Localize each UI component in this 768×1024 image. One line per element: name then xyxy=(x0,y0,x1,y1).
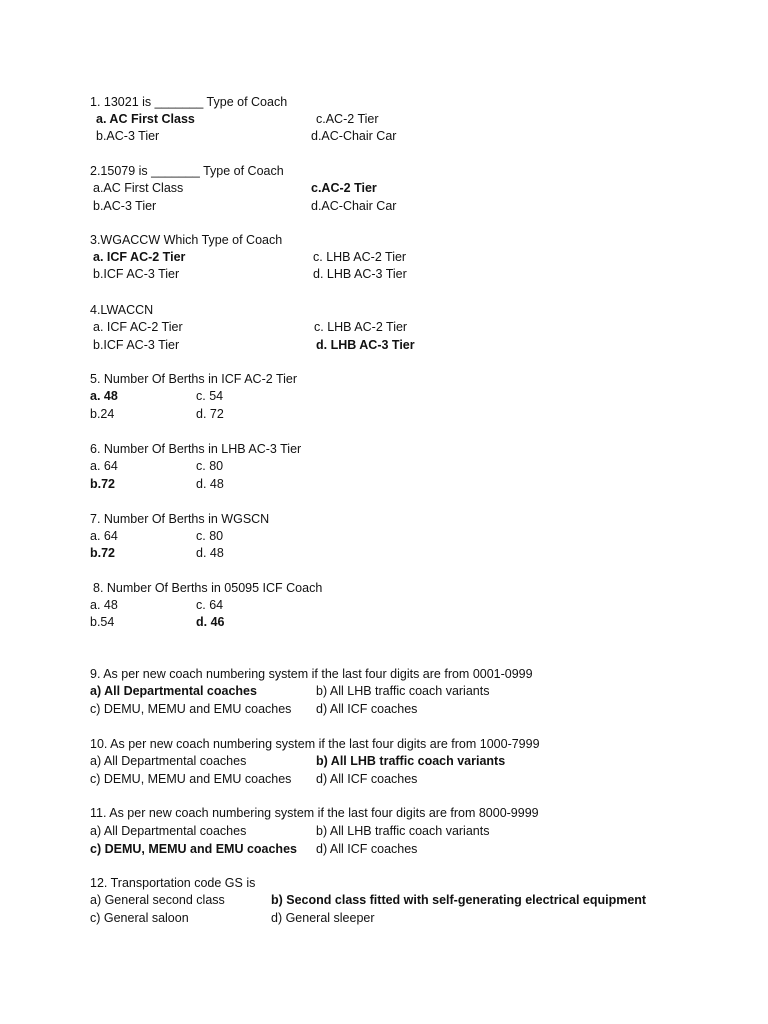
question-5-option-d: d. 72 xyxy=(196,407,224,421)
question-10-option-d: d) All ICF coaches xyxy=(316,772,418,786)
question-6-option-d: d. 48 xyxy=(196,477,224,491)
question-2-option-a: a.AC First Class xyxy=(93,181,184,195)
question-3-option-c: c. LHB AC-2 Tier xyxy=(313,250,407,264)
question-11-option-b: b) All LHB traffic coach variants xyxy=(316,824,490,838)
question-3-text: 3.WGACCW Which Type of Coach xyxy=(90,233,283,247)
question-2-option-c: c.AC-2 Tier xyxy=(311,181,377,195)
question-7-option-c: c. 80 xyxy=(196,529,224,543)
question-12-option-a: a) General second class xyxy=(90,893,225,907)
question-9-option-b: b) All LHB traffic coach variants xyxy=(316,684,490,698)
question-6-option-c: c. 80 xyxy=(196,459,224,473)
question-11-option-a: a) All Departmental coaches xyxy=(90,824,247,838)
question-4-option-c: c. LHB AC-2 Tier xyxy=(314,320,408,334)
question-10-text: 10. As per new coach numbering system if the last four digits are from 1000-7999 xyxy=(90,737,540,751)
question-8-text: 8. Number Of Berths in 05095 ICF Coach xyxy=(93,581,323,595)
question-8-option-d: d. 46 xyxy=(196,615,225,629)
question-6-option-b: b.72 xyxy=(90,477,116,491)
question-11-option-c: c) DEMU, MEMU and EMU coaches xyxy=(90,842,297,856)
question-8-option-b: b.54 xyxy=(90,615,115,629)
question-12-option-b: b) Second class fitted with self-generating electrical equipment xyxy=(271,893,647,907)
question-6-text: 6. Number Of Berths in LHB AC-3 Tier xyxy=(90,442,302,456)
question-2-option-d: d.AC-Chair Car xyxy=(311,199,397,213)
question-4-option-b: b.ICF AC-3 Tier xyxy=(93,338,180,352)
question-3-option-a: a. ICF AC-2 Tier xyxy=(93,250,186,264)
question-5-option-c: c. 54 xyxy=(196,389,224,403)
question-11-text: 11. As per new coach numbering system if the last four digits are from 8000-9999 xyxy=(90,806,539,820)
question-10-option-b: b) All LHB traffic coach variants xyxy=(316,754,506,768)
question-3-option-d: d. LHB AC-3 Tier xyxy=(313,267,407,281)
question-4-text: 4.LWACCN xyxy=(90,303,154,317)
question-8-option-c: c. 64 xyxy=(196,598,224,612)
question-9-option-d: d) All ICF coaches xyxy=(316,702,418,716)
question-12-option-c: c) General saloon xyxy=(90,911,189,925)
question-5-text: 5. Number Of Berths in ICF AC-2 Tier xyxy=(90,372,298,386)
question-10-option-c: c) DEMU, MEMU and EMU coaches xyxy=(90,772,292,786)
question-1-option-a: a. AC First Class xyxy=(96,112,195,126)
question-12-text: 12. Transportation code GS is xyxy=(90,876,256,890)
question-2-option-b: b.AC-3 Tier xyxy=(93,199,157,213)
question-7-option-a: a. 64 xyxy=(90,529,118,543)
question-1-option-c: c.AC-2 Tier xyxy=(316,112,379,126)
question-3-option-b: b.ICF AC-3 Tier xyxy=(93,267,180,281)
question-9-option-a: a) All Departmental coaches xyxy=(90,684,257,698)
question-2-text: 2.15079 is _______ Type of Coach xyxy=(90,164,284,178)
question-5-option-a: a. 48 xyxy=(90,389,118,403)
question-4-option-d: d. LHB AC-3 Tier xyxy=(316,338,415,352)
question-12-option-d: d) General sleeper xyxy=(271,911,375,925)
question-11-option-d: d) All ICF coaches xyxy=(316,842,418,856)
question-4-option-a: a. ICF AC-2 Tier xyxy=(93,320,183,334)
question-9-option-c: c) DEMU, MEMU and EMU coaches xyxy=(90,702,292,716)
question-7-option-d: d. 48 xyxy=(196,546,224,560)
question-6-option-a: a. 64 xyxy=(90,459,118,473)
question-9-text: 9. As per new coach numbering system if the last four digits are from 0001-0999 xyxy=(90,667,533,681)
question-7-option-b: b.72 xyxy=(90,546,116,560)
question-1-text: 1. 13021 is _______ Type of Coach xyxy=(90,95,288,109)
question-7-text: 7. Number Of Berths in WGSCN xyxy=(90,512,270,526)
question-1-option-b: b.AC-3 Tier xyxy=(96,129,160,143)
question-8-option-a: a. 48 xyxy=(90,598,118,612)
question-10-option-a: a) All Departmental coaches xyxy=(90,754,247,768)
question-1-option-d: d.AC-Chair Car xyxy=(311,129,397,143)
question-5-option-b: b.24 xyxy=(90,407,115,421)
